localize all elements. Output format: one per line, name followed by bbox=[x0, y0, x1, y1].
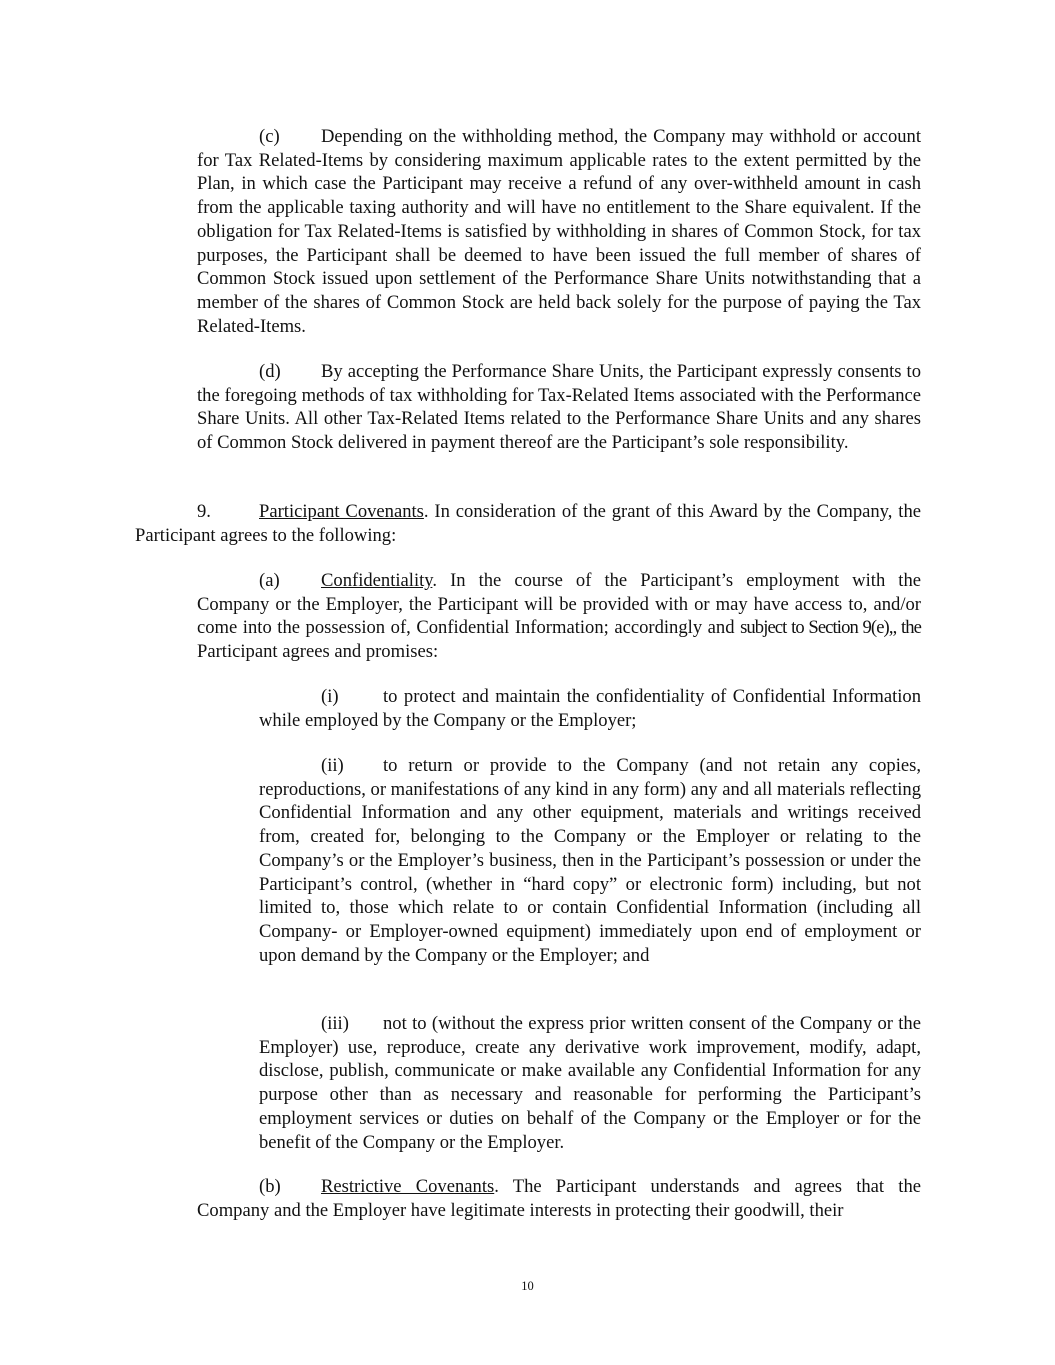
paragraph-9b-text: . The Participant understands and agrees that the Company and the Employer have legitimate interests in protecting their goodwill, their bbox=[197, 1176, 921, 1221]
item-i-text: to protect and maintain the confidentiality of Confidential Information while employed by the Company or the Employer; bbox=[259, 686, 921, 731]
paragraph-d-text: By accepting the Performance Share Units, the Participant expressly consents to the foregoing methods of tax withholding for Tax-Related Items associated with the Performance Share Units. All other Tax-Related Items related to the Performance Share Units and any shares of Common Stock delivered in payment thereof are the Participant’s sole responsibility. bbox=[197, 361, 921, 454]
item-iii-label: (iii) bbox=[321, 1013, 349, 1034]
page-number: 10 bbox=[521, 1279, 534, 1293]
paragraph-d bbox=[197, 360, 921, 455]
item-i-label: (i) bbox=[321, 686, 339, 707]
paragraph-9a-condensed-text: subject to Section 9(e),, the bbox=[740, 617, 921, 639]
item-ii bbox=[259, 754, 921, 967]
paragraph-9a-text-end: Participant agrees and promises: bbox=[197, 641, 439, 663]
section-9 bbox=[135, 500, 921, 547]
section-9-heading: Participant Covenants bbox=[259, 501, 424, 522]
paragraph-c-label: (c) bbox=[259, 126, 280, 147]
paragraph-c-text: Depending on the withholding method, the Company may withhold or account for Tax Related-Items by considering maximum applicable rates to the extent permitted by the Plan, in which case the Participant may receive a refund of any over-withheld amount in cash from the applicable taxing authority and will have no entitlement to the Share equivalent. If the obligation for Tax Related-Items is satisfied by withholding in shares of Common Stock, for tax purposes, the Participant shall be deemed to have been issued the full member of shares of Common Stock issued upon settlement of the Performance Share Units notwithstanding that a member of the shares of Common Stock are held back solely for the purpose of paying the Tax Related-Items. bbox=[197, 126, 921, 337]
section-9-text: . In consideration of the grant of this Award by the Company, the Participant agrees to the following: bbox=[135, 501, 922, 546]
section-9-number: 9. bbox=[197, 501, 211, 522]
item-i bbox=[259, 685, 921, 732]
paragraph-9a-label: (a) bbox=[259, 570, 280, 591]
paragraph-9a-text: . In the course of the Participant’s employment with the Company or the Employer, the Participant will be provided with or may have access to, and/or come into the possession of, Confidential Information; accordingly and bbox=[197, 570, 921, 639]
paragraph-9b-heading: Restrictive Covenants bbox=[321, 1176, 495, 1197]
paragraph-9a-heading: Confidentiality bbox=[321, 570, 433, 591]
paragraph-9b-label: (b) bbox=[259, 1176, 281, 1197]
paragraph-9a bbox=[197, 569, 921, 664]
paragraph-9b bbox=[197, 1175, 921, 1222]
item-ii-label: (ii) bbox=[321, 755, 344, 776]
paragraph-c bbox=[197, 125, 921, 338]
item-ii-text: to return or provide to the Company (and not retain any copies, reproductions, or manifestations of any kind in any form) any and all materials reflecting Confidential Information and any other equipment, materials and writings received from, created for, belonging to the Company or the Employer or relating to the Company’s or the Employer’s business, then in the Participant’s possession or under the Participant’s control, (whether in “hard copy” or electronic form) including, but not limited to, those which relate to or contain Confidential Information (including all Company- or Employer-owned equipment) immediately upon end of employment or upon demand by the Company or the Employer; and bbox=[259, 755, 921, 966]
item-iii bbox=[259, 1012, 921, 1154]
item-iii-text: not to (without the express prior written consent of the Company or the Employer) use, reproduce, create any derivative work improvement, modify, adapt, disclose, publish, communicate or make available any Confidential Information for any purpose other than as necessary and reasonable for performing the Participant’s employment services or duties on behalf of the Company or the Employer or for the benefit of the Company or the Employer. bbox=[259, 1013, 921, 1153]
paragraph-d-label: (d) bbox=[259, 361, 281, 382]
